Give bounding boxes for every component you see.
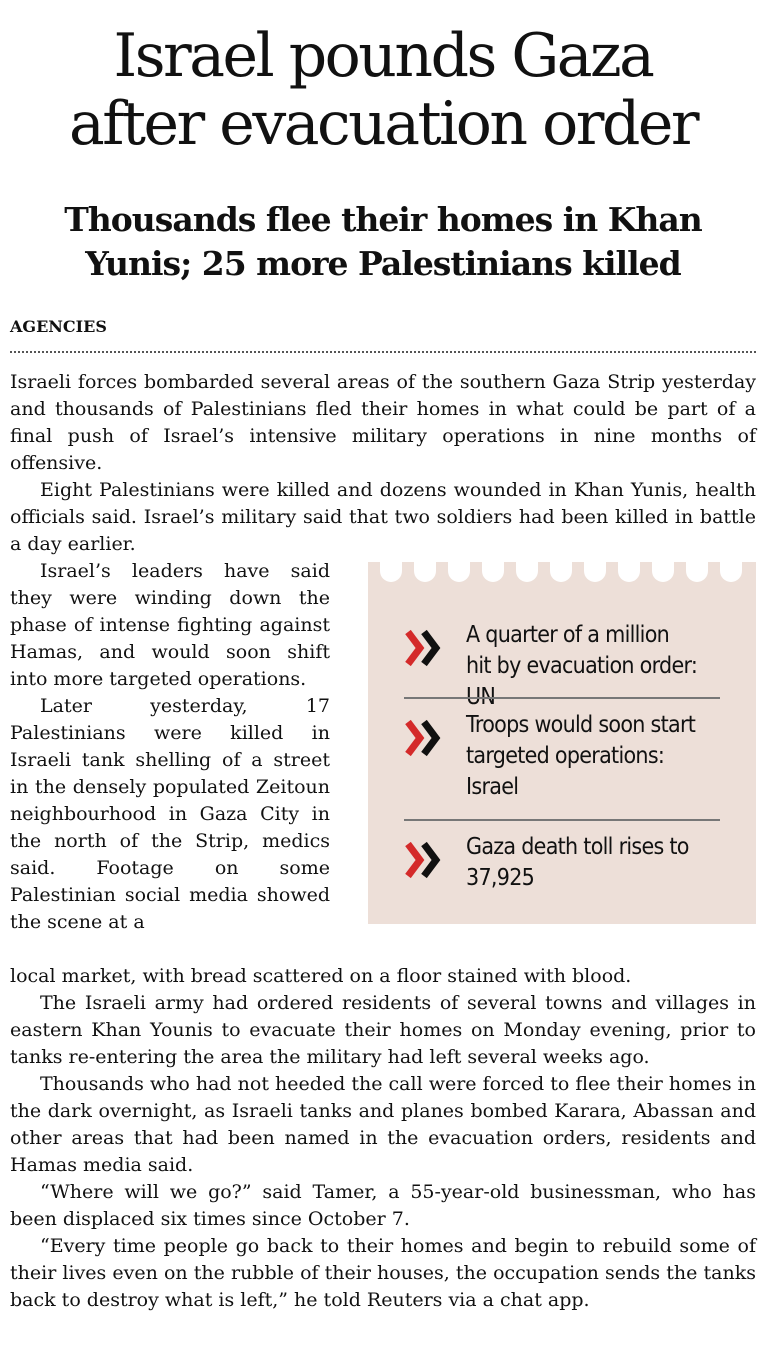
notch [414,552,436,582]
highlight-text: A quarter of a million hit by evacuation order: UN [466,622,698,710]
headline [0,22,766,158]
notch [380,552,402,582]
subheadline [0,198,766,286]
notch [652,552,674,582]
paragraph: “Where will we go?” said Tamer, a 55-year-old businessman, who has been displaced six times since October 7. [10,1181,756,1230]
paragraph: Israel’s leaders have said they were winding down the phase of intense fighting against Hamas, and would soon shift into more targeted operations. [10,560,330,690]
highlight-text: Troops would soon start targeted operations: Israel [466,712,696,800]
highlight-divider [404,819,720,821]
byline: AGENCIES [10,317,107,336]
headline-line-1: Israel pounds Gaza [113,21,653,91]
dotted-divider [10,351,756,353]
highlight-item [404,620,724,713]
headline-line-2: after evacuation order [68,89,698,159]
article-body-column [10,558,330,936]
subheadline-line-1: Thousands flee their homes in Khan [64,200,702,239]
highlights-box [368,562,756,924]
highlight-divider [404,697,720,699]
paragraph: Israeli forces bombarded several areas of the southern Gaza Strip yesterday and thousands of Palestinians fled their homes in what could be part of a final push of Israel’s intensive military operations in nine months of offensive. [10,371,756,474]
notch [618,552,640,582]
article-body-top [10,369,756,558]
paragraph: “Every time people go back to their homes and begin to rebuild some of their lives even on the rubble of their houses, the occupation sends the tanks back to destroy what is left,” he told Reuters via a chat app. [10,1235,756,1311]
notch [686,552,708,582]
paragraph: Later yesterday, 17 Palestinians were killed in Israeli tank shelling of a street in the densely populated Zeitoun neighbourhood in Gaza City in the north of the Strip, medics said. Footage on some Palestinian social media showed the scene at a [10,695,330,933]
notch [516,552,538,582]
notch [550,552,572,582]
paragraph: The Israeli army had ordered residents of several towns and villages in eastern Khan Younis to evacuate their homes on Monday evening, prior to tanks re-entering the area the military had left several weeks ago. [10,992,756,1068]
paragraph: Eight Palestinians were killed and dozens wounded in Khan Yunis, health officials said. Israel’s military said that two soldiers had been killed in battle a day earlier. [10,479,756,555]
paragraph: Thousands who had not heeded the call were forced to flee their homes in the dark overnight, as Israeli tanks and planes bombed Karara, Abassan and other areas that had been named in the evacuation orders, residents and Hamas media said. [10,1073,756,1176]
highlight-item [404,832,724,894]
subheadline-line-2: Yunis; 25 more Palestinians killed [85,244,681,283]
notch [482,552,504,582]
double-chevron-icon [404,626,444,670]
double-chevron-icon [404,716,444,760]
notch [448,552,470,582]
notepad-notches [368,562,756,590]
highlight-item [404,710,724,803]
paragraph: local market, with bread scattered on a floor stained with blood. [10,965,632,987]
notch [584,552,606,582]
notch [720,552,742,582]
article-body-bottom [10,963,756,1314]
highlight-text: Gaza death toll rises to 37,925 [466,834,689,891]
double-chevron-icon [404,838,444,882]
